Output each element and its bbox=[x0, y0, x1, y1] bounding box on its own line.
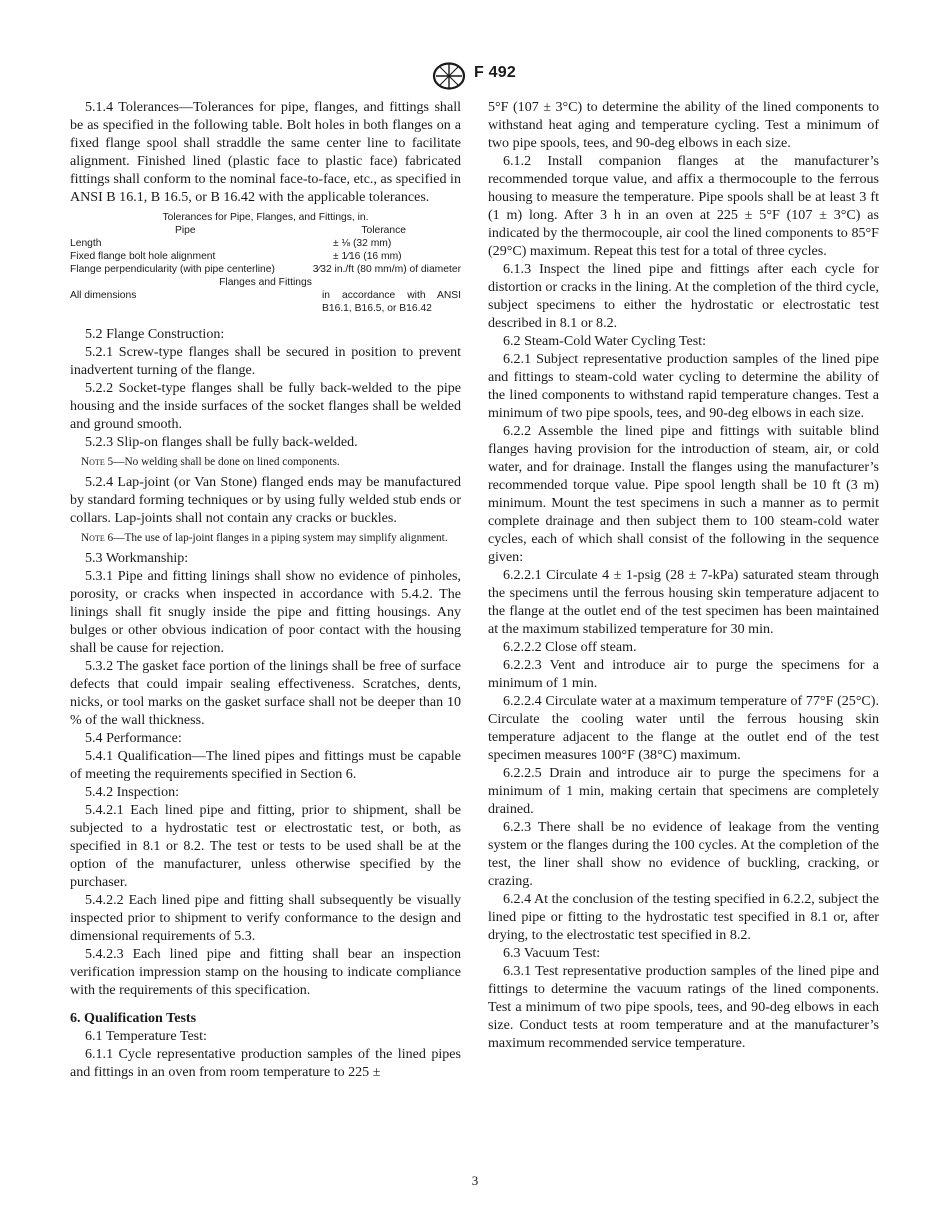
table-row bbox=[70, 263, 461, 276]
para-6-1: 6.1 Temperature Test: bbox=[85, 1028, 207, 1044]
note-5 bbox=[70, 454, 461, 470]
astm-logo bbox=[432, 62, 466, 90]
tolerances-table bbox=[70, 211, 461, 315]
left-column bbox=[70, 98, 461, 1081]
page-header bbox=[0, 60, 950, 92]
para-5-3-2: 5.3.2 The gasket face portion of the linings shall be free of surface defects that could impair sealing effectiveness. Scratches, dents, nicks, or tool marks on the gasket surface shall not be deeper than 10 % of the wall thickness. bbox=[70, 658, 461, 728]
para-5-2-3: 5.2.3 Slip-on flanges shall be fully back-welded. bbox=[85, 434, 358, 450]
table-cell-item: Flange perpendicularity (with pipe centerline) bbox=[70, 264, 275, 275]
para-5-4-2: 5.4.2 Inspection: bbox=[85, 784, 180, 800]
table-row bbox=[70, 289, 461, 315]
para-6-2-3: 6.2.3 There shall be no evidence of leakage from the venting system or the flanges during the 100 cycles. At the completion of the test, the liner shall show no evidence of buckling, cracking, or crazing. bbox=[488, 819, 879, 889]
para-6-1-2: 6.1.2 Install companion flanges at the manufacturer’s recommended torque value, and affix a thermocouple to the ferrous housing to measure the temperature. Pipe spools shall be at least 3 ft (1 m) long. After 3 h in an oven at 225 ± 5°F (107 ± 3°C) as indicated by the thermocouple, air cool the lined components to 85°F (29°C) maximum. Repeat this test for a total of three cycles. bbox=[488, 153, 879, 259]
note-label: Note bbox=[81, 532, 105, 544]
para-6-2: 6.2 Steam-Cold Water Cycling Test: bbox=[503, 333, 706, 349]
para-6-3-1: 6.3.1 Test representative production samples of the lined pipe and fittings to determine the vacuum ratings of the lined components. Test a minimum of two pipe spools, tees, and 90-deg elbows in each size. Conduct tests at room temperature and at the manufacturer’s maximum recommended service temperature. bbox=[488, 963, 879, 1051]
note-text: 5—No welding shall be done on lined components. bbox=[104, 456, 340, 468]
note-6 bbox=[70, 530, 461, 546]
page-number: 3 bbox=[471, 1173, 479, 1188]
table-cell-item: All dimensions bbox=[70, 290, 137, 301]
para-5-2: 5.2 Flange Construction: bbox=[85, 326, 225, 342]
table-cell-item: Length bbox=[70, 238, 102, 249]
para-6-2-2-4: 6.2.2.4 Circulate water at a maximum temperature of 77°F (25°C). Circulate the cooling water until the ferrous housing skin temperature adjacent to the flange at the outlet end of the test specimen measures 100°F (38°C) maximum. bbox=[488, 693, 879, 763]
section-6-heading: 6. Qualification Tests bbox=[70, 1010, 197, 1026]
para-5-2-4: 5.2.4 Lap-joint (or Van Stone) flanged ends may be manufactured by standard forming techniques or by using fully welded stub ends or collars. Lap-joints shall not contain any cracks or buckles. bbox=[70, 474, 461, 526]
para-5-4: 5.4 Performance: bbox=[85, 730, 182, 746]
para-5-3: 5.3 Workmanship: bbox=[85, 550, 189, 566]
table-title: Tolerances for Pipe, Flanges, and Fittings, in. bbox=[162, 212, 369, 223]
table-row bbox=[70, 250, 461, 263]
table-row bbox=[70, 237, 461, 250]
para-continued: 5°F (107 ± 3°C) to determine the ability of the lined components to withstand heat aging and temperature cycling. Test a minimum of two pipe spools, tees, and 90-deg elbows in each size. bbox=[488, 99, 879, 151]
para-6-2-2-5: 6.2.2.5 Drain and introduce air to purge the specimens for a minimum of 1 min, making certain that specimens are completely drained. bbox=[488, 765, 879, 817]
standard-designation: F 492 bbox=[474, 64, 516, 81]
para-6-2-2: 6.2.2 Assemble the lined pipe and fittings with suitable blind flanges having provision for the introduction of steam, air, or cold water, and for drainage. Install the flanges using the manufacturer’s recommended torque value. Pipe spool length shall be 10 ft (3 m) minimum. Mount the test specimens in such a manner as to permit complete drainage and then subject them to 100 steam-cold water cycles, each of which shall consist of the following in the sequence given: bbox=[488, 423, 879, 565]
para-5-4-2-1: 5.4.2.1 Each lined pipe and fitting, prior to shipment, shall be subjected to a hydrostatic test or electrostatic test, or both, as specified in 8.1 or 8.2. The test or tests to be used shall be at the option of the manufacturer, unless otherwise specified by the purchaser. bbox=[70, 802, 461, 890]
para-6-2-2-3: 6.2.2.3 Vent and introduce air to purge the specimens for a minimum of 1 min. bbox=[488, 657, 879, 691]
table-header-row bbox=[70, 224, 461, 237]
table-col-tolerance: Tolerance bbox=[361, 225, 406, 236]
para-5-2-1: 5.2.1 Screw-type flanges shall be secured in position to prevent inadvertent turning of the flange. bbox=[70, 344, 461, 378]
right-column bbox=[488, 98, 879, 1052]
para-6-3: 6.3 Vacuum Test: bbox=[503, 945, 601, 961]
para-5-4-2-3: 5.4.2.3 Each lined pipe and fitting shall bear an inspection verification impression stamp on the housing to indicate compliance with the requirements of this specification. bbox=[70, 946, 461, 998]
para-5-3-1: 5.3.1 Pipe and fitting linings shall show no evidence of pinholes, porosity, or cracks when inspected in accordance with 5.4.2. The linings shall fit snugly inside the pipe and fitting housings. Any bulges or other obvious indication of poor contact with the housing shall be cause for rejection. bbox=[70, 568, 461, 656]
table-cell-tol: in accordance with ANSI B16.1, B16.5, or B16.42 bbox=[322, 290, 461, 314]
table-col-pipe: Pipe bbox=[175, 225, 196, 236]
para-6-1-3: 6.1.3 Inspect the lined pipe and fittings after each cycle for distortion or cracks in the lining. At the completion of the third cycle, subject specimens to either the hydrostatic or electrostatic test described in 8.1 or 8.2. bbox=[488, 261, 879, 331]
para-6-1-1: 6.1.1 Cycle representative production samples of the lined pipes and fittings in an oven from room temperature to 225 ± bbox=[70, 1046, 461, 1080]
table-cell-item: Fixed flange bolt hole alignment bbox=[70, 251, 216, 262]
para-5-4-1: 5.4.1 Qualification—The lined pipes and fittings must be capable of meeting the requirements specified in Section 6. bbox=[70, 748, 461, 782]
para-6-2-1: 6.2.1 Subject representative production samples of the lined pipe and fittings to steam-cold water cycling to determine the ability of the lined components to withstand rapid temperature changes. Test a minimum of two pipe spools, tees, and 90-deg elbows in each size. bbox=[488, 351, 879, 421]
para-6-2-2-2: 6.2.2.2 Close off steam. bbox=[503, 639, 637, 655]
note-label: Note bbox=[81, 456, 105, 468]
table-cell-tol: ± ⅛ (32 mm) bbox=[333, 238, 392, 249]
note-text: 6—The use of lap-joint flanges in a piping system may simplify alignment. bbox=[104, 532, 448, 544]
table-cell-tol: ± 1⁄16 (16 mm) bbox=[333, 251, 402, 262]
para-6-2-4: 6.2.4 At the conclusion of the testing specified in 6.2.2, subject the lined pipe or fitting to the hydrostatic test specified in 8.1 or, after drying, to the electrostatic test specified in 8.2. bbox=[488, 891, 879, 943]
para-5-4-2-2: 5.4.2.2 Each lined pipe and fitting shall subsequently be visually inspected prior to shipment to verify conformance to the design and dimensional requirements of 5.3. bbox=[70, 892, 461, 944]
table-subheading: Flanges and Fittings bbox=[219, 277, 312, 288]
table-cell-tol: 3⁄32 in./ft (80 mm/m) of diameter bbox=[312, 264, 461, 275]
para-5-2-2: 5.2.2 Socket-type flanges shall be fully back-welded to the pipe housing and the inside surfaces of the socket flanges shall be welded and ground smooth. bbox=[70, 380, 461, 432]
para-6-2-2-1: 6.2.2.1 Circulate 4 ± 1-psig (28 ± 7-kPa) saturated steam through the specimens until the ferrous housing skin temperature adjacent to the flange at the outlet end of the test specimen has been maintained at the maximum stabilized temperature for 30 min. bbox=[488, 567, 879, 637]
para-5-1-4: 5.1.4 Tolerances—Tolerances for pipe, flanges, and fittings shall be as specified in the following table. Bolt holes in both flanges on a fixed flange spool shall straddle the same center line to facilitate alignment. Finished lined (plastic face to plastic face) fabricated fittings shall conform to the nominal face-to-face, etc., as specified in ANSI B 16.1, B 16.5, or B 16.42 with the applicable tolerances. bbox=[70, 99, 461, 205]
